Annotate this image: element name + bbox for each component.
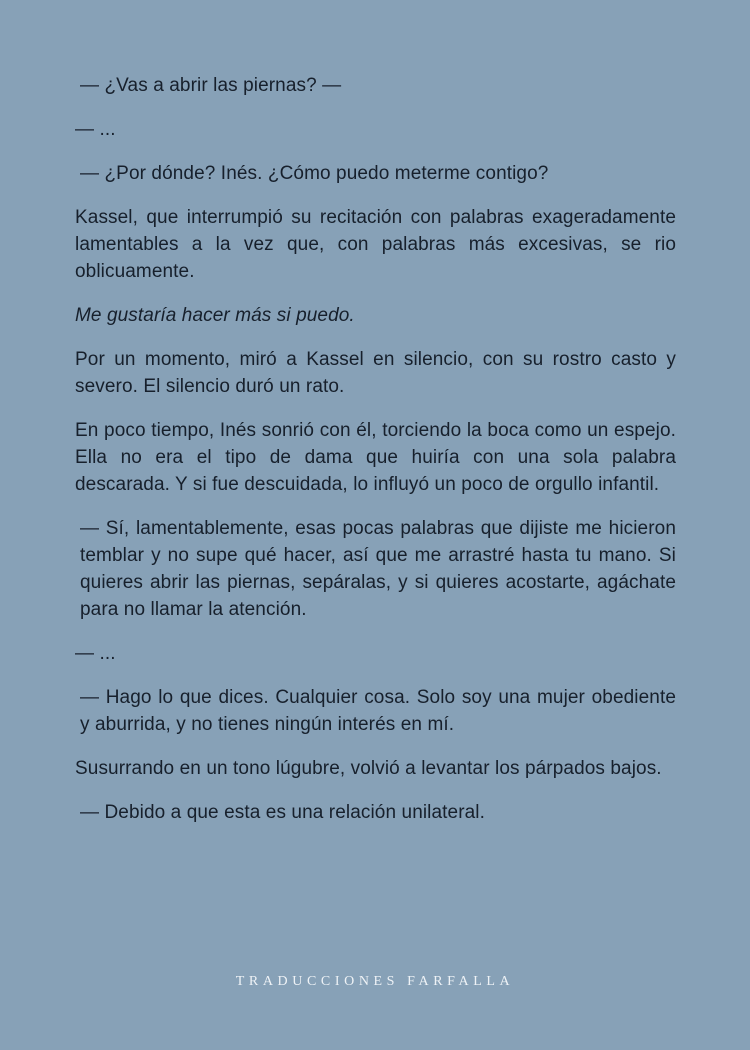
document-page xyxy=(75,72,676,843)
dialog-line: — ¿Por dónde? Inés. ¿Cómo puedo meterme contigo? xyxy=(80,163,549,184)
dialog-ellipsis: — ... xyxy=(75,119,116,140)
narrative-paragraph: Por un momento, miró a Kassel en silencio, con su rostro casto y severo. El silencio duró un rato. xyxy=(75,349,676,397)
dialog-line: — Hago lo que dices. Cualquier cosa. Solo soy una mujer obediente y aburrida, y no tienes ningún interés en mí. xyxy=(80,687,676,735)
translator-credit: TRADUCCIONES FARFALLA xyxy=(235,974,515,989)
dialog-line: — ¿Vas a abrir las piernas? — xyxy=(80,75,342,96)
narrative-paragraph: Susurrando en un tono lúgubre, volvió a levantar los párpados bajos. xyxy=(75,758,662,779)
dialog-line: — Sí, lamentablemente, esas pocas palabras que dijiste me hicieron temblar y no supe qué hacer, así que me arrastré hasta tu mano. Si quieres abrir las piernas, sepáralas, y si quieres acostarte, agáchate para no llamar la atención. xyxy=(80,518,676,620)
italic-thought: Me gustaría hacer más si puedo. xyxy=(75,305,355,326)
narrative-paragraph: Kassel, que interrumpió su recitación con palabras exageradamente lamentables a la vez que, con palabras más excesivas, se rio oblicuamente. xyxy=(75,207,676,282)
dialog-ellipsis: — ... xyxy=(75,643,116,664)
dialog-line: — Debido a que esta es una relación unilateral. xyxy=(80,802,486,823)
narrative-paragraph: En poco tiempo, Inés sonrió con él, torciendo la boca como un espejo. Ella no era el tipo de dama que huiría con una sola palabra descarada. Y si fue descuidada, lo influyó un poco de orgullo infantil. xyxy=(75,420,676,495)
